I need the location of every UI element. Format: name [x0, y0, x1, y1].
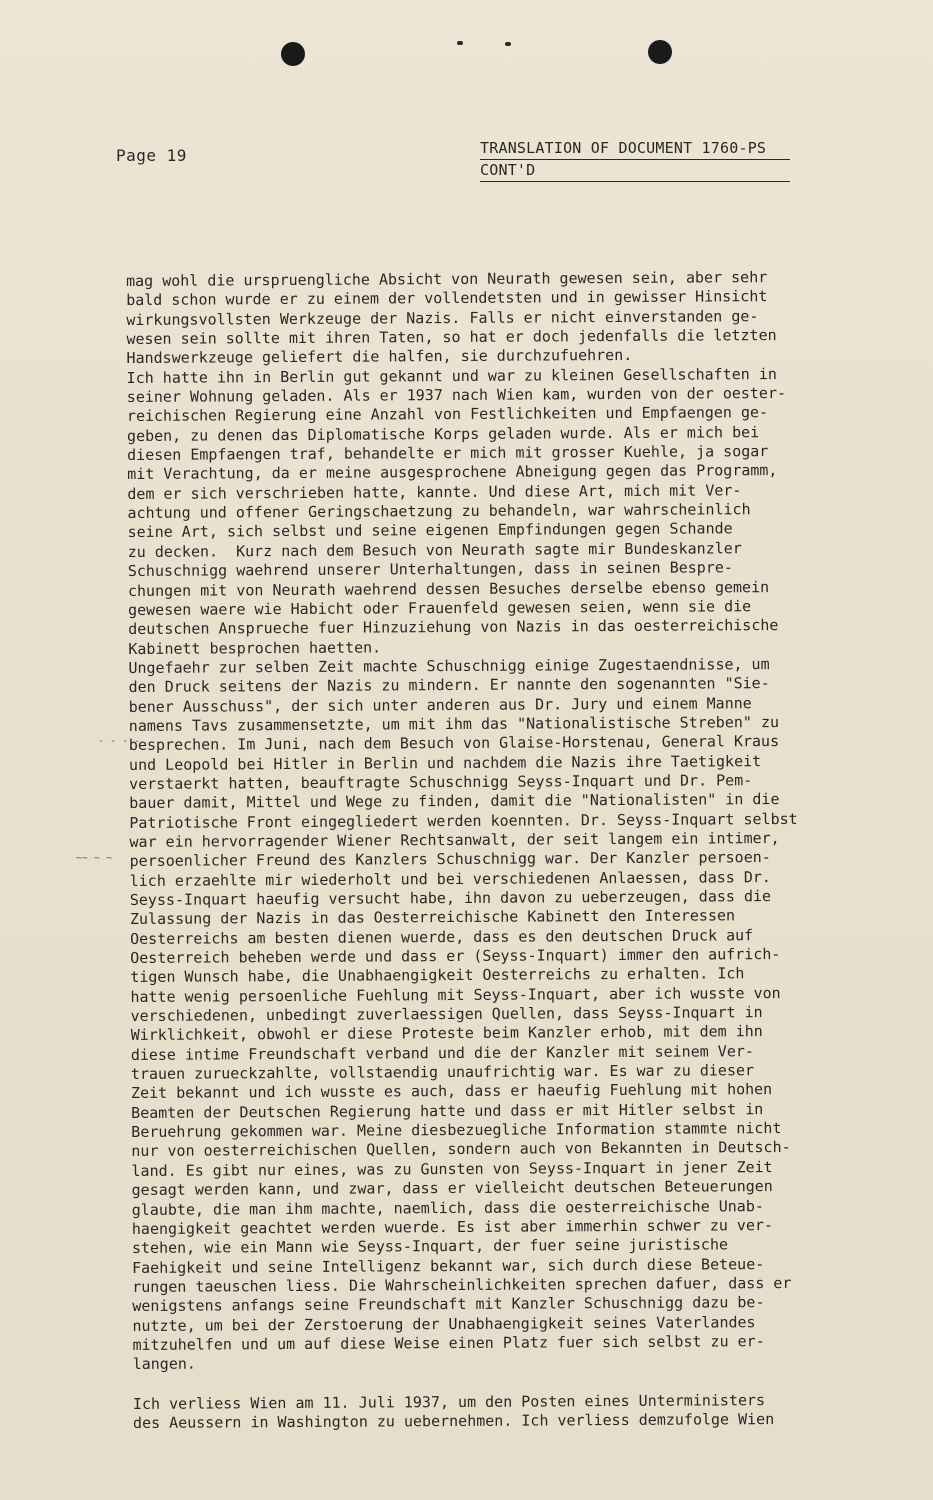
text-line: glaubte, die man ihm machte, naemlich, dass die oesterreichische Unab-: [131, 1196, 764, 1219]
text-line: haengigkeit geachtet werden wuerde. Es ist aber immerhin schwer zu ver-: [131, 1215, 774, 1238]
text-line: Faehigkeit und seine Intelligenz bekannt war, sich durch diese Beteue-: [132, 1254, 765, 1277]
text-line: dem er sich verschrieben hatte, kannte. Und diese Art, mich mit Ver-: [127, 481, 742, 503]
text-line: wirkungsvollsten Werkzeuge der Nazis. Falls er nicht einverstanden ge-: [126, 306, 759, 329]
heading-line-1: TRANSLATION OF DOCUMENT 1760-PS: [480, 138, 790, 160]
ink-dot: [457, 41, 463, 45]
text-line: trauen zurueckzahlte, vollstaendig unaufrichtig war. Es war zu dieser: [130, 1061, 755, 1084]
text-line: Oesterreichs am besten dienen wuerde, dass es den deutschen Druck auf: [130, 925, 754, 948]
text-line: Seyss-Inquart haeufig versucht habe, ihn davon zu ueberzeugen, dass die: [129, 887, 772, 909]
text-line: gewesen waere wie Habicht oder Frauenfeld gewesen seien, wenn sie die: [128, 597, 752, 619]
text-line: des Aeussern in Washington zu uebernehmen. Ich verliess demzufolge Wien: [132, 1409, 775, 1432]
text-line: hatte wenig persoenliche Fuehlung mit Seyss-Inquart, aber ich wusste von: [130, 983, 781, 1006]
text-line: achtung und offener Geringschaetzung zu behandeln, war wahrscheinlich: [127, 500, 751, 523]
text-line: lich erzaehlte mir wiederholt und bei verschiedenen Anlaessen, dass Dr.: [129, 867, 771, 890]
text-line: geben, zu denen das Diplomatische Korps geladen wurde. Als er mich bei: [126, 422, 760, 445]
text-line: Beruehrung gekommen war. Meine diesbezuegliche Information stammte nicht: [131, 1119, 782, 1142]
text-line: Zeit bekannt und ich wusste es auch, dass er haeufig Fuehlung mit hohen: [130, 1080, 773, 1103]
document-body: [126, 268, 853, 1434]
punch-hole-right: [648, 40, 672, 64]
text-line: chungen mit von Neurath waehrend dessen Besuches derselbe ebenso gemein: [127, 577, 770, 600]
text-line: wenigstens anfangs seine Freundschaft mit Kanzler Schuschnigg dazu be-: [132, 1293, 765, 1316]
text-line: verschiedenen, unbedingt zuverlaessigen Quellen, dass Seyss-Inquart in: [130, 1003, 763, 1026]
text-line: Patriotische Front eingegliedert werden koennten. Dr. Seyss-Inquart selbst: [129, 809, 798, 832]
text-line: zu decken. Kurz nach dem Besuch von Neurath sagte mir Bundeskanzler: [127, 539, 742, 561]
text-line: Schuschnigg waehrend unserer Unterhaltungen, dass in seinen Bespre-: [127, 558, 733, 581]
text-line: Ich hatte ihn in Berlin gut gekannt und war zu kleinen Gesellschaften in: [126, 364, 777, 387]
margin-mark: ~~ ~ ~: [76, 853, 113, 864]
text-line: persoenlicher Freund des Kanzlers Schuschnigg war. Der Kanzler persoen-: [129, 848, 771, 871]
text-line: seiner Wohnung geladen. Als er 1937 nach Wien kam, wurden von der oester-: [126, 384, 787, 407]
text-line: Ich verliess Wien am 11. Juli 1937, um den Posten eines Unterministers: [132, 1390, 766, 1413]
text-line: rungen taeuschen liess. Die Wahrscheinlichkeiten sprechen dafuer, dass er: [132, 1273, 792, 1296]
text-line: langen.: [132, 1354, 196, 1374]
text-line: Ungefaehr zur selben Zeit machte Schuschnigg einige Zugestaendnisse, um: [128, 654, 770, 677]
heading-line-2: CONT'D: [480, 160, 790, 182]
text-line: stehen, wie ein Mann wie Seyss-Inquart, der fuer seine juristische: [131, 1235, 729, 1258]
text-line: bald schon wurde er zu einem der vollendetsten und in gewisser Hinsicht: [126, 287, 768, 310]
text-line: gesagt werden kann, und zwar, dass er vielleicht deutschen Beteuerungen: [131, 1177, 773, 1200]
text-line: mit Verachtung, da er meine ausgesprochene Abneigung gegen das Programm,: [127, 461, 778, 484]
text-line: diesen Empfaengen traf, behandelte er mich mit grosser Kuehle, ja sogar: [127, 442, 769, 465]
text-line: verstaerkt hatten, beauftragte Schuschnigg Seyss-Inquart und Dr. Pem-: [129, 771, 753, 793]
text-line: nutzte, um bei der Zerstoerung der Unabhaengigkeit seines Vaterlandes: [132, 1312, 756, 1335]
text-line: deutschen Ansprueche fuer Hinzuziehung von Nazis in das oesterreichische: [128, 616, 779, 639]
text-line: und Leopold bei Hitler in Berlin und nachdem die Nazis ihre Taetigkeit: [128, 751, 762, 774]
text-line: tigen Wunsch habe, die Unabhaengigkeit Oesterreichs zu erhalten. Ich: [130, 964, 745, 987]
text-line: wesen sein sollte mit ihren Taten, so hat er doch jedenfalls die letzten: [126, 326, 777, 349]
text-line: seine Art, sich selbst und seine eigenen Empfindungen gegen Schande: [127, 519, 733, 542]
punch-hole-left: [281, 42, 305, 66]
text-line: Kabinett besprochen haetten.: [128, 637, 382, 658]
text-line: Oesterreich beheben werde und dass er (Seyss-Inquart) immer den aufrich-: [130, 945, 781, 968]
text-line: besprechen. Im Juni, nach dem Besuch von Glaise-Horstenau, General Kraus: [128, 732, 780, 755]
text-line: nur von oesterreichischen Quellen, sondern auch von Bekannten in Deutsch-: [131, 1138, 791, 1161]
text-line: bener Ausschuss", der sich unter anderen aus Dr. Jury und einem Manne: [128, 693, 752, 716]
text-line: namens Tavs zusammensetzte, um mit ihm das "Nationalistische Streben" zu: [128, 712, 780, 735]
text-line: land. Es gibt nur eines, was zu Gunsten von Seyss-Inquart in jener Zeit: [131, 1157, 773, 1180]
text-line: Beamten der Deutschen Regierung hatte und dass er mit Hitler selbst in: [131, 1099, 764, 1122]
text-line: Zulassung der Nazis in das Oesterreichische Kabinett den Interessen: [129, 906, 736, 929]
document-heading: [480, 138, 790, 182]
text-line: mitzuhelfen und um auf diese Weise einen Platz fuer sich selbst zu er-: [132, 1332, 765, 1354]
text-line: war ein hervorragender Wiener Rechtsanwalt, der seit langem ein intimer,: [129, 828, 780, 851]
text-line: reichischen Regierung eine Anzahl von Festlichkeiten und Empfaengen ge-: [126, 403, 769, 426]
page-number: Page 19: [116, 146, 187, 165]
text-line: bauer damit, Mittel und Wege zu finden, damit die "Nationalisten" in die: [129, 790, 780, 813]
text-line: Wirklichkeit, obwohl er diese Proteste beim Kanzler erhob, mit dem ihn: [130, 1022, 763, 1045]
margin-mark: - - - -: [98, 736, 141, 747]
text-line: Handswerkzeuge geliefert die halfen, sie durchzufuehren.: [126, 346, 633, 368]
ink-dot: [505, 42, 511, 46]
text-line: diese intime Freundschaft verband und die der Kanzler mit seinem Ver-: [130, 1041, 754, 1064]
text-line: mag wohl die urspruengliche Absicht von Neurath gewesen sein, aber sehr: [126, 268, 768, 290]
text-line: den Druck seitens der Nazis zu mindern. Er nannte den sogenannten "Sie-: [128, 674, 770, 697]
